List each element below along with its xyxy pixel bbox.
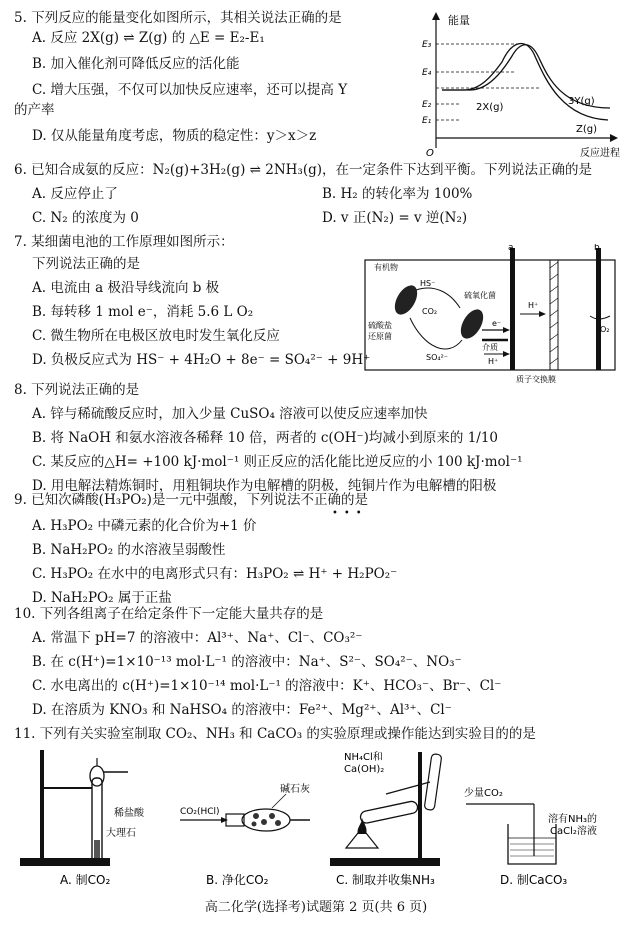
apparatus-c [330,751,442,887]
option-d: D. v 正(N₂) = v 逆(N₂) [322,210,468,226]
label-marble: 大理石 [106,828,136,839]
electrode-b-label: b [594,244,600,253]
level-e3: E₃ [422,40,432,50]
option-a: A. 反应停止了 [32,186,118,202]
option-a: A. 反应 2X(g) ⇌ Z(g) 的 △E = E₂-E₁ [32,30,265,46]
label-medium: 介质 [482,343,498,352]
cell-diagram [364,244,618,384]
option-c-continued: 的产率 [14,102,55,118]
species-z: Z(g) [576,124,598,135]
label-hs: HS⁻ [420,279,436,288]
question-stem: 5. 下列反应的能量变化如图所示，其相关说法正确的是 [14,10,342,26]
question-stem: 10. 下列各组离子在给定条件下一定能大量共存的是 [14,606,324,622]
label-sulfur-bacteria: 硫氧化菌 [464,291,496,300]
label-o2: O₂ [600,325,610,334]
question-6 [14,160,614,228]
level-e1: E₁ [422,116,432,126]
species-3y: 3Y(g) [568,96,595,107]
option-b: B. 每转移 1 mol e⁻，消耗 5.6 L O₂ [32,304,254,320]
option-b: B. NaH₂PO₂ 的水溶液呈弱酸性 [32,542,226,558]
organic-bacteria [390,282,422,319]
label-hcl: 稀盐酸 [114,808,144,819]
question-stem: 8. 下列说法正确的是 [14,382,140,398]
question-10 [14,604,614,720]
apparatus-b [180,782,310,887]
label-electron: e⁻ [492,319,502,328]
emphasis-dots: ••• [332,508,368,519]
option-a: A. 常温下 pH=7 的溶液中：Al³⁺、Na⁺、Cl⁻、CO₃²⁻ [32,630,363,646]
apparatus-d [464,786,597,887]
question-9 [14,490,614,608]
apparatus-figures [10,748,622,890]
option-a: A. H₃PO₂ 中磷元素的化合价为+1 价 [32,518,257,534]
option-a: A. 锌与稀硫酸反应时，加入少量 CuSO₄ 溶液可以使反应速率加快 [32,406,428,422]
species-2x: 2X(g) [476,102,504,113]
label-organic: 有机物 [374,263,398,272]
option-c: C. 水电离出的 c(H⁺)=1×10⁻¹⁴ mol·L⁻¹ 的溶液中：K⁺、HCO₃⁻、Br⁻、Cl⁻ [32,678,502,694]
label-h-left: H⁺ [488,357,499,366]
electrode-a [510,248,515,370]
option-b: B. 将 NaOH 和氨水溶液各稀释 10 倍，两者的 c(OH⁻)均减小到原来的 1/10 [32,430,499,446]
question-stem-2: 下列说法正确的是 [32,256,140,272]
electrode-a-label: a [508,244,514,253]
label-membrane: 质子交换膜 [516,375,556,384]
question-stem: 6. 已知合成氨的反应：N₂(g)+3H₂(g) ⇌ 2NH₃(g)，在一定条件下达到平衡。下列说法正确的是 [14,162,592,178]
label-sulfate-1: 硫酸盐 [368,321,392,330]
option-d: D. 在溶质为 KNO₃ 和 NaHSO₄ 的溶液中：Fe²⁺、Mg²⁺、Al³⁺、Cl⁻ [32,702,452,718]
caption-d: D. 制CaCO₃ [500,873,568,887]
question-8 [14,380,614,496]
page-footer: 高二化学(选择考)试题第 2 页(共 6 页) [204,900,428,915]
question-stem: 7. 某细菌电池的工作原理如图所示： [14,234,234,250]
option-a: A. 电流由 a 极沿导线流向 b 极 [32,280,220,296]
sulfur-oxidizing-bacteria [456,306,488,343]
level-e4: E₄ [422,68,432,78]
caption-c: C. 制取并收集NH₃ [336,873,435,887]
apparatus-a [20,750,145,887]
option-d: D. 用电解法精炼铜时，用粗铜块作为电解槽的阴极，纯铜片作为电解槽的阳极 [32,478,497,494]
origin-label: O [426,148,434,159]
option-d: D. 仅从能量角度考虑，物质的稳定性：y＞x＞z [32,128,317,144]
y-axis-label: 能量 [448,14,470,27]
label-nh4cl: NH₄Cl和 [344,752,383,763]
option-c: C. N₂ 的浓度为 0 [32,210,139,226]
label-so4: SO₄²⁻ [426,353,449,362]
option-b: B. 加入催化剂可降低反应的活化能 [32,56,240,72]
option-c: C. H₃PO₂ 在水中的电离形式只有：H₃PO₂ ⇌ H⁺ + H₂PO₂⁻ [32,566,398,582]
option-b: B. 在 c(H⁺)=1×10⁻¹³ mol·L⁻¹ 的溶液中：Na⁺、S²⁻、SO₄²⁻、NO₃⁻ [32,654,462,670]
option-c: C. 某反应的△H= +100 kJ·mol⁻¹ 则正反应的活化能比逆反应的小 100 kJ·mol⁻¹ [32,454,523,470]
label-h-right: H⁺ [528,301,539,310]
option-d: D. 负极反应式为 HS⁻ + 4H₂O + 8e⁻ = SO₄²⁻ + 9H⁺ [32,352,371,368]
curve-uncatalyzed [442,44,608,120]
label-little-co2: 少量CO₂ [464,788,503,799]
label-cacl2: CaCl₂溶液 [550,826,597,837]
option-c: C. 微生物所在电极区放电时发生氧化反应 [32,328,280,344]
label-sulfate-2: 还原菌 [368,332,392,341]
energy-diagram [420,10,620,160]
label-caoh2: Ca(OH)₂ [344,764,385,775]
label-nh3-dissolved: 溶有NH₃的 [548,814,598,825]
question-stem: 9. 已知次磷酸(H₃PO₂)是一元中强酸，下列说法不正确的是 [14,492,368,508]
caption-a: A. 制CO₂ [60,873,111,887]
label-co2: CO₂ [422,307,438,316]
label-co2-hcl: CO₂(HCl) [180,807,220,817]
question-stem: 11. 下列有关实验室制取 CO₂、NH₃ 和 CaCO₃ 的实验原理或操作能达到实验目的的是 [14,726,536,742]
x-axis-label: 反应进程 [580,148,620,159]
option-b: B. H₂ 的转化率为 100% [322,186,473,202]
caption-b: B. 净化CO₂ [206,873,269,887]
question-11 [14,724,614,744]
electrode-b [596,248,601,370]
label-soda-lime: 碱石灰 [280,784,310,795]
level-e2: E₂ [422,100,432,110]
option-c: C. 增大压强，不仅可以加快反应速率，还可以提高 Y [32,82,348,98]
option-d: D. NaH₂PO₂ 属于正盐 [32,590,172,606]
